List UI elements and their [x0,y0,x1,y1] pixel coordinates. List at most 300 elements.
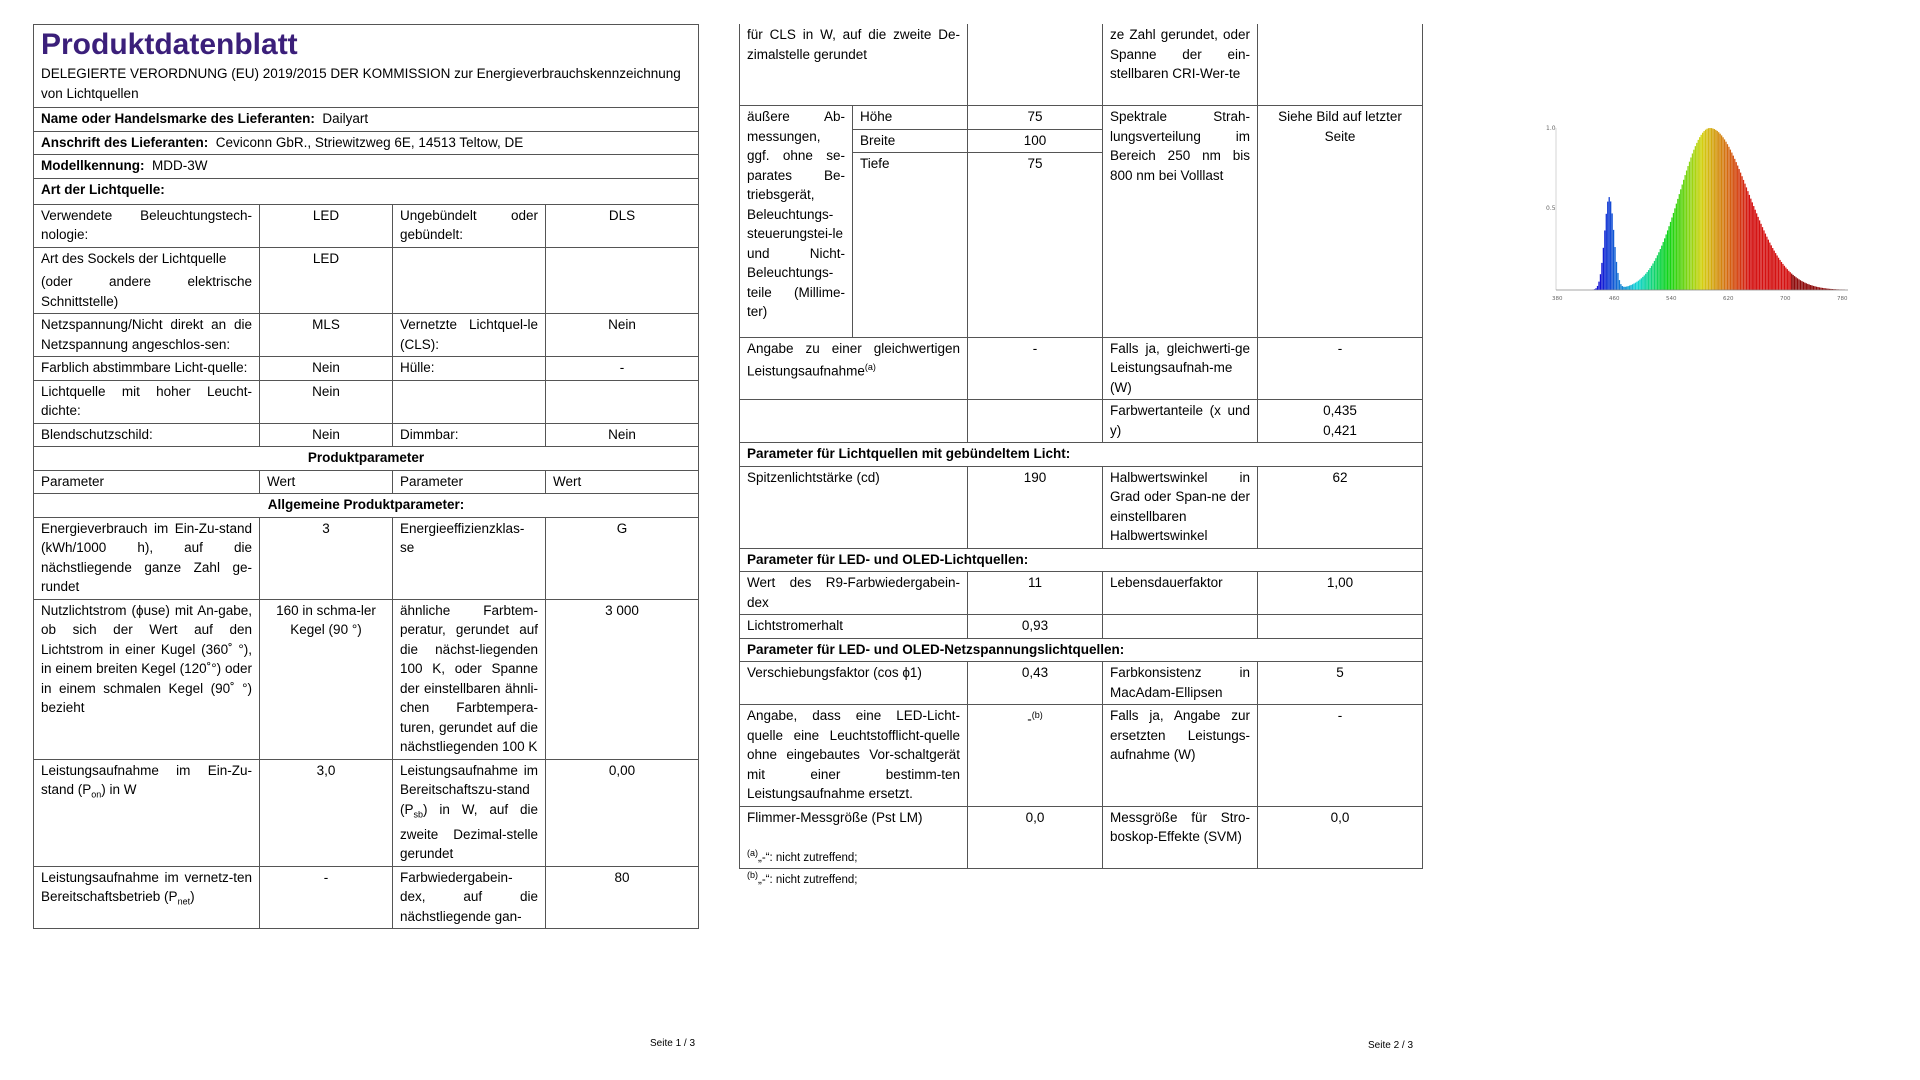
spectrum-bar [1642,277,1643,290]
spectrum-bar [1671,217,1672,290]
spectrum-bar [1623,287,1624,290]
spectrum-bar [1720,134,1721,290]
spectrum-bar [1769,243,1770,290]
spectrum-bar [1702,133,1703,290]
table-row [740,24,1423,106]
empty-cell [968,24,1103,106]
spectrum-bar [1712,128,1713,290]
depth-label: Tiefe [853,153,968,176]
param-value: Nein [546,423,699,447]
empty-cell [740,400,968,443]
spectrum-bar [1666,234,1667,290]
table-row [34,517,699,599]
model-label: Modellkennung: [41,158,145,173]
spectrum-bar [1763,230,1764,290]
spectrum-bar [1755,210,1756,290]
spectrum-bar [1753,206,1754,290]
spectrum-bar [1725,142,1726,290]
spectrum-bar [1785,268,1786,290]
param-value: LED [260,204,393,247]
spectrum-bar [1598,282,1599,290]
spectrum-bar [1660,249,1661,290]
spectrum-bar [1609,197,1610,290]
spectrum-bar [1629,286,1630,290]
param-value: MLS [260,314,393,357]
column-header: Parameter [393,470,546,494]
spectral-distribution-value: Siehe Bild auf letzter Seite [1258,106,1423,338]
spectrum-bar [1768,240,1769,290]
spectrum-bar [1636,282,1637,290]
spectrum-bar [1724,139,1725,290]
spectrum-bar [1798,279,1799,290]
supplier-address-row [34,131,699,155]
spectrum-bar [1743,180,1744,290]
spectrum-bar [1717,131,1718,290]
spectrum-bar [1804,283,1805,290]
spectrum-bar [1759,220,1760,290]
y-tick-label: 1.0 [1546,125,1556,132]
spectrum-bar [1701,135,1702,290]
spectrum-bar [1774,251,1775,290]
param-label: Energieeffizienzklas-se [393,517,546,599]
spectrum-bar [1628,286,1629,290]
spectrum-bar [1606,214,1607,290]
spectrum-bar [1708,128,1709,290]
product-params-heading: Produktparameter [34,447,699,471]
width-value: 100 [968,129,1103,153]
spectrum-bar [1765,234,1766,290]
spectrum-bar [1670,222,1671,290]
spectrum-bar [1779,260,1780,290]
spectrum-bar [1684,175,1685,290]
spectrum-bar [1635,283,1636,290]
param-value: Nein [546,314,699,357]
model-row [34,155,699,179]
footnote-b: $^{(b)}$„-“: nicht zutreffend; [747,870,858,886]
param-label: Nutzlichtstrom (ϕuse) mit An-gabe, ob sich der Wert auf den Lichtstrom in einer Kugel (360˚ °), in einem breiten Kegel (120˚°) oder in einem schmalen Kegel (90˚ °) bezieht [34,599,260,759]
column-header: Wert [546,470,699,494]
spectrum-bar [1739,169,1740,290]
param-label: für CLS in W, auf die zweite De-zimalstelle gerundet [740,24,968,106]
spectrum-bar [1601,263,1602,290]
spectrum-bar [1651,266,1652,290]
param-label: Leistungsaufnahme im vernetz-ten Bereitschaftsbetrieb $(P_{net})$ [34,866,260,929]
spectrum-bar [1715,130,1716,290]
spectrum-bar [1782,264,1783,290]
spectrum-bar [1784,266,1785,290]
spectrum-bar [1644,275,1645,290]
table-header-row [34,470,699,494]
table-row [34,423,699,447]
spectrum-bar [1733,156,1734,290]
param-label: Lebensdauerfaktor [1103,572,1258,615]
param-label: ze Zahl gerundet, oder Spanne der ein-stellbaren CRI-Wer-te [1103,24,1258,106]
mains-led-params-heading: Parameter für LED- und OLED-Netzspannungslichtquellen: [740,638,1423,662]
param-label: Ungebündelt oder gebündelt: [393,204,546,247]
spectrum-bar [1781,262,1782,290]
column-header: Wert [260,470,393,494]
spectrum-bar [1760,224,1761,290]
spectrum-bar [1639,280,1640,290]
spectrum-bar [1630,285,1631,290]
param-value: - [1258,337,1423,400]
spectrum-bar [1607,202,1608,290]
spectrum-bar [1692,153,1693,290]
cap-type-note: (oder andere elektrische Schnittstelle) [41,274,252,309]
param-label: ähnliche Farbtem-peratur, gerundet auf die nächst-liegenden 100 K, oder Spanne der einstellbaren ähnli-chen Farbtempera-turen, gerundet auf die nächstliegenden 100 K [393,599,546,759]
spectrum-bar [1632,284,1633,290]
empty-cell [1258,615,1423,639]
param-value: 0,00 [546,759,699,866]
spectrum-bar [1676,204,1677,290]
table-row [740,466,1423,548]
spectrum-bar [1687,166,1688,290]
empty-cell [968,176,1103,338]
param-value: Nein [260,357,393,381]
param-label: Farbwiedergabein-dex, auf die nächstliegende gan- [393,866,546,929]
spectrum-bar [1771,245,1772,290]
table-row [740,705,1423,807]
param-label: Energieverbrauch im Ein-Zu-stand (kWh/1000 h), auf die nächstliegende ganze Zahl ge-rundet [34,517,260,599]
y-tick-label: 0.5 [1546,205,1556,212]
spectrum-bar [1806,283,1807,290]
page-1 [33,24,698,929]
spectrum-bar [1677,199,1678,290]
dimensions-label: äußere Ab-messungen, ggf. ohne se-parates Be-triebsgerät, Beleuchtungs-steuerungstei-le und Nicht-Beleuchtungs-teile (Millime-ter) [740,106,853,338]
spectrum-bar [1633,284,1634,291]
x-tick-label: 780 [1837,296,1848,302]
spectrum-bar [1790,272,1791,290]
spectrum-bar [1706,129,1707,290]
empty-cell [546,380,699,423]
spectrum-bar [1625,287,1626,290]
empty-cell [968,400,1103,443]
spectrum-bar [1809,284,1810,290]
spectrum-bar [1775,253,1776,290]
table-row [740,572,1423,615]
spectrum-bar [1752,202,1753,290]
table-row [34,599,699,759]
param-value: 0,43 [968,662,1103,705]
spectrum-bar [1787,269,1788,290]
spectrum-bar [1727,144,1728,290]
x-tick-label: 700 [1780,296,1791,302]
spectrum-bar [1749,195,1750,290]
param-value: 0,0 [968,806,1103,868]
param-value: 3 [260,517,393,599]
spectrum-bar [1682,185,1683,290]
spectrum-bar [1722,137,1723,290]
spectral-distribution-image [1530,114,1856,304]
spectral-distribution-label: Spektrale Strah-lungsverteilung im Bereich 250 nm bis 800 nm bei Volllast [1103,106,1258,338]
spectrum-bar [1648,270,1649,290]
spectrum-bar [1705,130,1706,290]
spectrum-bar [1816,287,1817,290]
spectrum-bar [1803,282,1804,290]
param-label: Netzspannung/Nicht direkt an die Netzspannung angeschlos-sen: [34,314,260,357]
spectrum-bar [1814,286,1815,290]
spectrum-bar [1797,278,1798,290]
spectrum-bar [1756,213,1757,290]
spectrum-bar [1794,276,1795,290]
spectrum-bar [1776,255,1777,290]
height-label: Höhe [853,106,968,130]
spectrum-bar [1731,153,1732,290]
supplier-name-row [34,108,699,132]
model-id: MDD-3W [152,158,208,173]
param-value: 0,435 0,421 [1258,400,1423,443]
cap-type-label: Art des Sockels der Lichtquelle [41,250,227,266]
spectrum-bar [1736,162,1737,290]
page-1-footer: Seite 1 / 3 [650,1038,696,1049]
spectrum-bar [1610,201,1611,290]
spectrum-bar [1663,242,1664,290]
table-row [34,866,699,929]
spectrum-bar [1689,162,1690,290]
table-row [740,615,1423,639]
table-row [34,314,699,357]
param-label: Spitzenlichtstärke (cd) [740,466,968,548]
product-datasheet-table-continued [739,24,1423,869]
spectrum-bar [1800,280,1801,290]
param-value: - [1258,705,1423,807]
empty-cell [546,247,699,314]
header-cell [34,25,699,108]
spectrum-bar [1728,147,1729,290]
table-row [740,106,1423,130]
product-datasheet-table [33,24,699,929]
spectrum-bar [1658,252,1659,290]
spectrum-bar [1673,213,1674,290]
spectrum-bar [1626,287,1627,290]
spectrum-bar [1617,273,1618,290]
spectrum-bar [1817,287,1818,290]
param-value: 1,00 [1258,572,1423,615]
spectrum-bar [1699,137,1700,290]
param-label: Vernetzte Lichtquel-le (CLS): [393,314,546,357]
spectrum-bar [1613,230,1614,290]
table-row [34,247,699,314]
page-2 [739,24,1422,869]
spectrum-bar [1645,274,1646,290]
spectrum-bar [1744,184,1745,290]
spectrum-bar [1801,281,1802,290]
param-label: Falls ja, gleichwerti-ge Leistungsaufnah-me (W) [1103,337,1258,400]
spectrum-bar [1603,248,1604,290]
width-label: Breite [853,129,968,153]
spectrum-bar [1714,129,1715,290]
param-value: Nein [260,423,393,447]
param-value: 160 in schma-ler Kegel (90 °) [260,599,393,759]
spectrum-bar [1616,262,1617,290]
spectrum-bar [1718,132,1719,290]
param-label: Halbwertswinkel in Grad oder Span-ne der einstellbaren Halbwertswinkel [1103,466,1258,548]
param-label: Hülle: [393,357,546,381]
param-label: Verwendete Beleuchtungstech-nologie: [34,204,260,247]
param-value: 80 [546,866,699,929]
page-2-footer: Seite 2 / 3 [1368,1040,1414,1051]
spectrum-bar [1795,277,1796,290]
spectrum-bar [1638,281,1639,290]
param-label: Lichtstromerhalt [740,615,968,639]
spectrum-bar [1686,171,1687,290]
spectrum-bar [1807,284,1808,290]
table-row [740,400,1423,443]
regulation-text: DELEGIERTE VERORDNUNG (EU) 2019/2015 DER KOMMISSION zur Energieverbrauchskennzeichnung von Lichtquellen [41,66,681,101]
spectrum-bar [1757,217,1758,290]
spectrum-bar [1711,128,1712,290]
spectrum-bar [1680,189,1681,290]
spectrum-bar [1661,246,1662,290]
spectrum-bar [1698,140,1699,290]
param-value: - [546,357,699,381]
spectrum-bar [1741,176,1742,290]
param-value: 3,0 [260,759,393,866]
spectrum-bar [1812,285,1813,290]
x-tick-label: 620 [1723,296,1734,302]
param-label: Farblich abstimmbare Licht-quelle: [34,357,260,381]
footnote-a: $^{(a)}$„-“: nicht zutreffend; [747,848,858,864]
spectrum-bar [1619,280,1620,290]
spectrum-bar [1641,278,1642,290]
spectrum-bar [1750,199,1751,290]
param-value: 0,93 [968,615,1103,639]
spectrum-bar [1690,157,1691,290]
param-label: Leistungsaufnahme im Bereitschaftszu-stand $(P_{sb})$ in W, auf die zweite Dezimal-stelle gerundet [393,759,546,866]
x-tick-label: 540 [1666,296,1677,302]
table-row [740,337,1423,400]
param-value: - [968,337,1103,400]
spectrum-bar [1604,230,1605,290]
param-label: Farbkonsistenz in MacAdam-Ellipsen [1103,662,1258,705]
table-row [34,759,699,866]
x-tick-label: 380 [1552,296,1563,302]
param-value: 0,0 [1258,806,1423,868]
param-value: 62 [1258,466,1423,548]
height-value: 75 [968,106,1103,130]
spectrum-bar [1740,173,1741,290]
spectrum-bar [1622,286,1623,290]
supplier-name: Dailyart [322,111,369,126]
spectrum-bar [1667,230,1668,290]
param-label: Lichtquelle mit hoher Leucht-dichte: [34,380,260,423]
param-label: Angabe, dass eine LED-Licht-quelle eine Leuchtstofflicht-quelle ohne eingebautes Vor-schaltgerät mit einer bestimm-ten Leistungsaufnahme ersetzt. [740,705,968,807]
spectrum-bar [1649,268,1650,290]
supplier-address-label: Anschrift des Lieferanten: [41,134,209,150]
spectrum-bar [1652,263,1653,290]
spectrum-bar [1788,271,1789,290]
param-value: - [260,866,393,929]
supplier-address: Ceviconn GbR., Striewitzweg 6E, 14513 Teltow, DE [215,134,524,150]
spectrum-bar [1762,227,1763,290]
param-value: 11 [968,572,1103,615]
spectrum-bar [1810,285,1811,290]
empty-cell [393,380,546,423]
column-header: Parameter [34,470,260,494]
spectrum-bar [1668,226,1669,290]
spectrum-bar [1664,238,1665,290]
led-params-heading: Parameter für LED- und OLED-Lichtquellen: [740,548,1423,572]
table-row [34,204,699,247]
table-row [34,380,699,423]
x-tick-label: 460 [1609,296,1620,302]
spectrum-bar [1620,284,1621,290]
spectrum-bar [1696,143,1697,290]
general-params-heading: Allgemeine Produktparameter: [34,494,699,518]
spectrum-bar [1709,128,1710,290]
spectrum-bar [1655,258,1656,290]
param-value: 3 000 [546,599,699,759]
spectrum-bar [1730,150,1731,290]
spectrum-bar [1614,247,1615,290]
spectrum-bar [1766,237,1767,290]
empty-cell [853,176,968,338]
empty-cell [393,247,546,314]
param-value: DLS [546,204,699,247]
spectrum-bar [1679,194,1680,290]
param-value: -$^{(b)}$ [968,705,1103,807]
param-label: Falls ja, Angabe zur ersetzten Leistungs-aufnahme (W) [1103,705,1258,807]
spectrum-bar [1597,286,1598,290]
spectrum-bar [1611,213,1612,290]
param-value: 190 [968,466,1103,548]
empty-cell [1103,615,1258,639]
spectrum-bar [1695,146,1696,290]
light-source-type-heading: Art der Lichtquelle: [34,178,699,204]
param-value: Nein [260,380,393,423]
param-value: G [546,517,699,599]
spectrum-bar [1600,274,1601,290]
param-label: Blendschutzschild: [34,423,260,447]
table-row [34,357,699,381]
spectrum-bar [1703,131,1704,290]
param-label: Wert des R9-Farbwiedergabein-dex [740,572,968,615]
param-value: 5 [1258,662,1423,705]
supplier-name-label: Name oder Handelsmarke des Lieferanten: [41,111,315,126]
spectrum-bar [1747,191,1748,290]
spectrum-bar [1657,255,1658,290]
spectrum-bar [1647,272,1648,290]
depth-value: 75 [968,153,1103,176]
param-label: Messgröße für Stro-boskop-Effekte (SVM) [1103,806,1258,868]
spectrum-bar [1793,275,1794,290]
param-label: Dimmbar: [393,423,546,447]
spectrum-bar [1778,258,1779,290]
spectrum-bar [1654,261,1655,290]
param-label: Flimmer-Messgröße (Pst LM) [740,806,968,868]
page-title: Produktdatenblatt [41,28,298,61]
param-value: LED [260,247,393,314]
spectrum-bar [1693,150,1694,290]
spectrum-bar [1737,166,1738,290]
empty-cell [1258,24,1423,106]
spectrum-bar [1734,159,1735,290]
spectrum-bar [1683,180,1684,290]
param-label: Farbwertanteile (x und y) [1103,400,1258,443]
spectrum-bar [1791,274,1792,290]
spectrum-bar [1721,135,1722,290]
param-label: Verschiebungsfaktor (cos ϕ1) [740,662,968,705]
param-label: Leistungsaufnahme im Ein-Zu-stand $(P_{on})$ in W [34,759,260,866]
directional-params-heading: Parameter für Lichtquellen mit gebündeltem Licht: [740,443,1423,467]
spectrum-bar [1746,187,1747,290]
spectrum-bar [1813,286,1814,290]
table-row [740,662,1423,705]
spectrum-bar [1772,248,1773,290]
spectrum-bar [1674,208,1675,290]
param-label: Angabe zu einer gleichwertigen Leistungsaufnahme$^{(a)}$ [740,337,968,400]
param-label [34,247,260,314]
